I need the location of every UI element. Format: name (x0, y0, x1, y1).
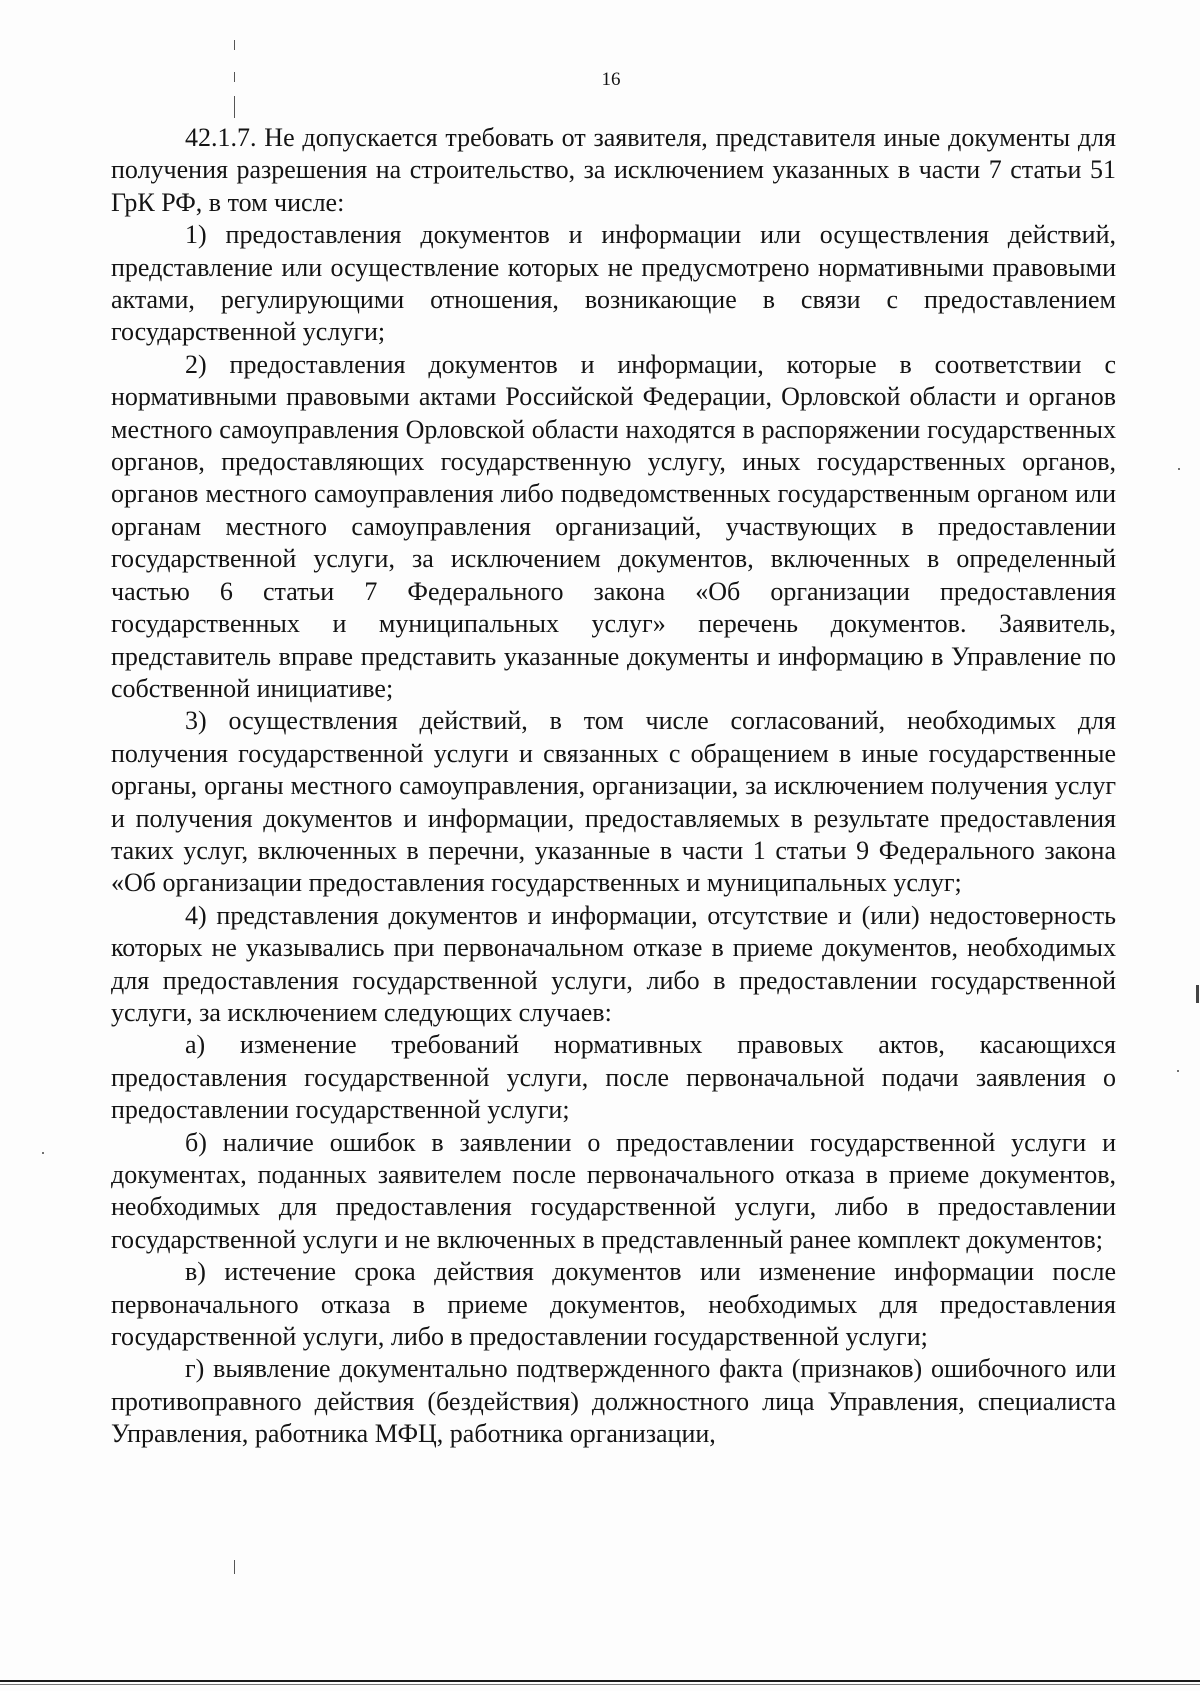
document-body (111, 122, 1116, 1451)
sub-item-g: г) выявление документально подтвержденного факта (признаков) ошибочного или противоправного действия (бездействия) должностного лица Управления, специалиста Управления, работника МФЦ, работника организации, (111, 1354, 1116, 1449)
sub-item-b: б) наличие ошибок в заявлении о предоставлении государственной услуги и документах, поданных заявителем после первоначального отказа в приеме документов, необходимых для предоставления государственной услуги, либо в предоставлении государственной услуги и не включенных в представленный ранее комплект документов; (111, 1127, 1116, 1254)
scan-binding-mark-top-3 (234, 96, 235, 118)
scan-bottom-edge (0, 1680, 1200, 1682)
scan-speck (1196, 985, 1199, 1003)
sub-item-v: в) истечение срока действия документов или изменение информации после первоначального отказа в приеме документов, необходимых для предоставления государственной услуги, либо в предоставлении государственной услуги; (111, 1257, 1116, 1352)
scan-speck (1178, 468, 1180, 470)
list-item-4: 4) представления документов и информации, отсутствие и (или) недостоверность которых не указывались при первоначальном отказе в приеме документов, необходимых для предоставления государственной услуги, либо в предоставлении государственной услуги, за исключением следующих случаев: (111, 900, 1116, 1027)
scan-binding-mark-bottom (234, 1560, 235, 1574)
list-item-2: 2) предоставления документов и информации, которые в соответствии с нормативными правовыми актами Российской Федерации, Орловской области и органов местного самоуправления Орловской области находятся в распоряжении государственных органов, предоставляющих государственную услугу, иных государственных органов, органов местного самоуправления либо подведомственных государственным органом или органам местного самоуправления организаций, участвующих в предоставлении государственной услуги, за исключением документов, включенных в определенный частью 6 статьи 7 Федерального закона «Об организации предоставления государственных и муниципальных услуг» перечень документов. Заявитель, представитель вправе представить указанные документы и информацию в Управление по собственной инициативе; (111, 349, 1116, 703)
scan-speck (1177, 1070, 1179, 1072)
list-item-1: 1) предоставления документов и информации или осуществления действий, представление или осуществление которых не предусмотрено нормативными правовыми актами, регулирующими отношения, возникающие в связи с предоставлением государственной услуги; (111, 220, 1116, 347)
list-item-3: 3) осуществления действий, в том числе согласований, необходимых для получения государственной услуги и связанных с обращением в иные государственные органы, органы местного самоуправления, организации, за исключением получения услуг и получения документов и информации, предоставляемых в результате предоставления таких услуг, включенных в перечни, указанные в части 1 статьи 9 Федерального закона «Об организации предоставления государственных и муниципальных услуг; (111, 706, 1116, 898)
scan-bottom-edge-faint (0, 1684, 1200, 1685)
sub-item-a: а) изменение требований нормативных правовых актов, касающихся предоставления государственной услуги, после первоначальной подачи заявления о предоставлении государственной услуги; (111, 1030, 1116, 1125)
page-number: 16 (601, 69, 621, 90)
scan-speck (42, 1152, 44, 1154)
scan-binding-mark-top (234, 40, 235, 50)
paragraph-42-1-7: 42.1.7. Не допускается требовать от заявителя, представителя иные документы для получения разрешения на строительство, за исключением указанных в части 7 статьи 51 ГрК РФ, в том числе: (111, 123, 1116, 217)
